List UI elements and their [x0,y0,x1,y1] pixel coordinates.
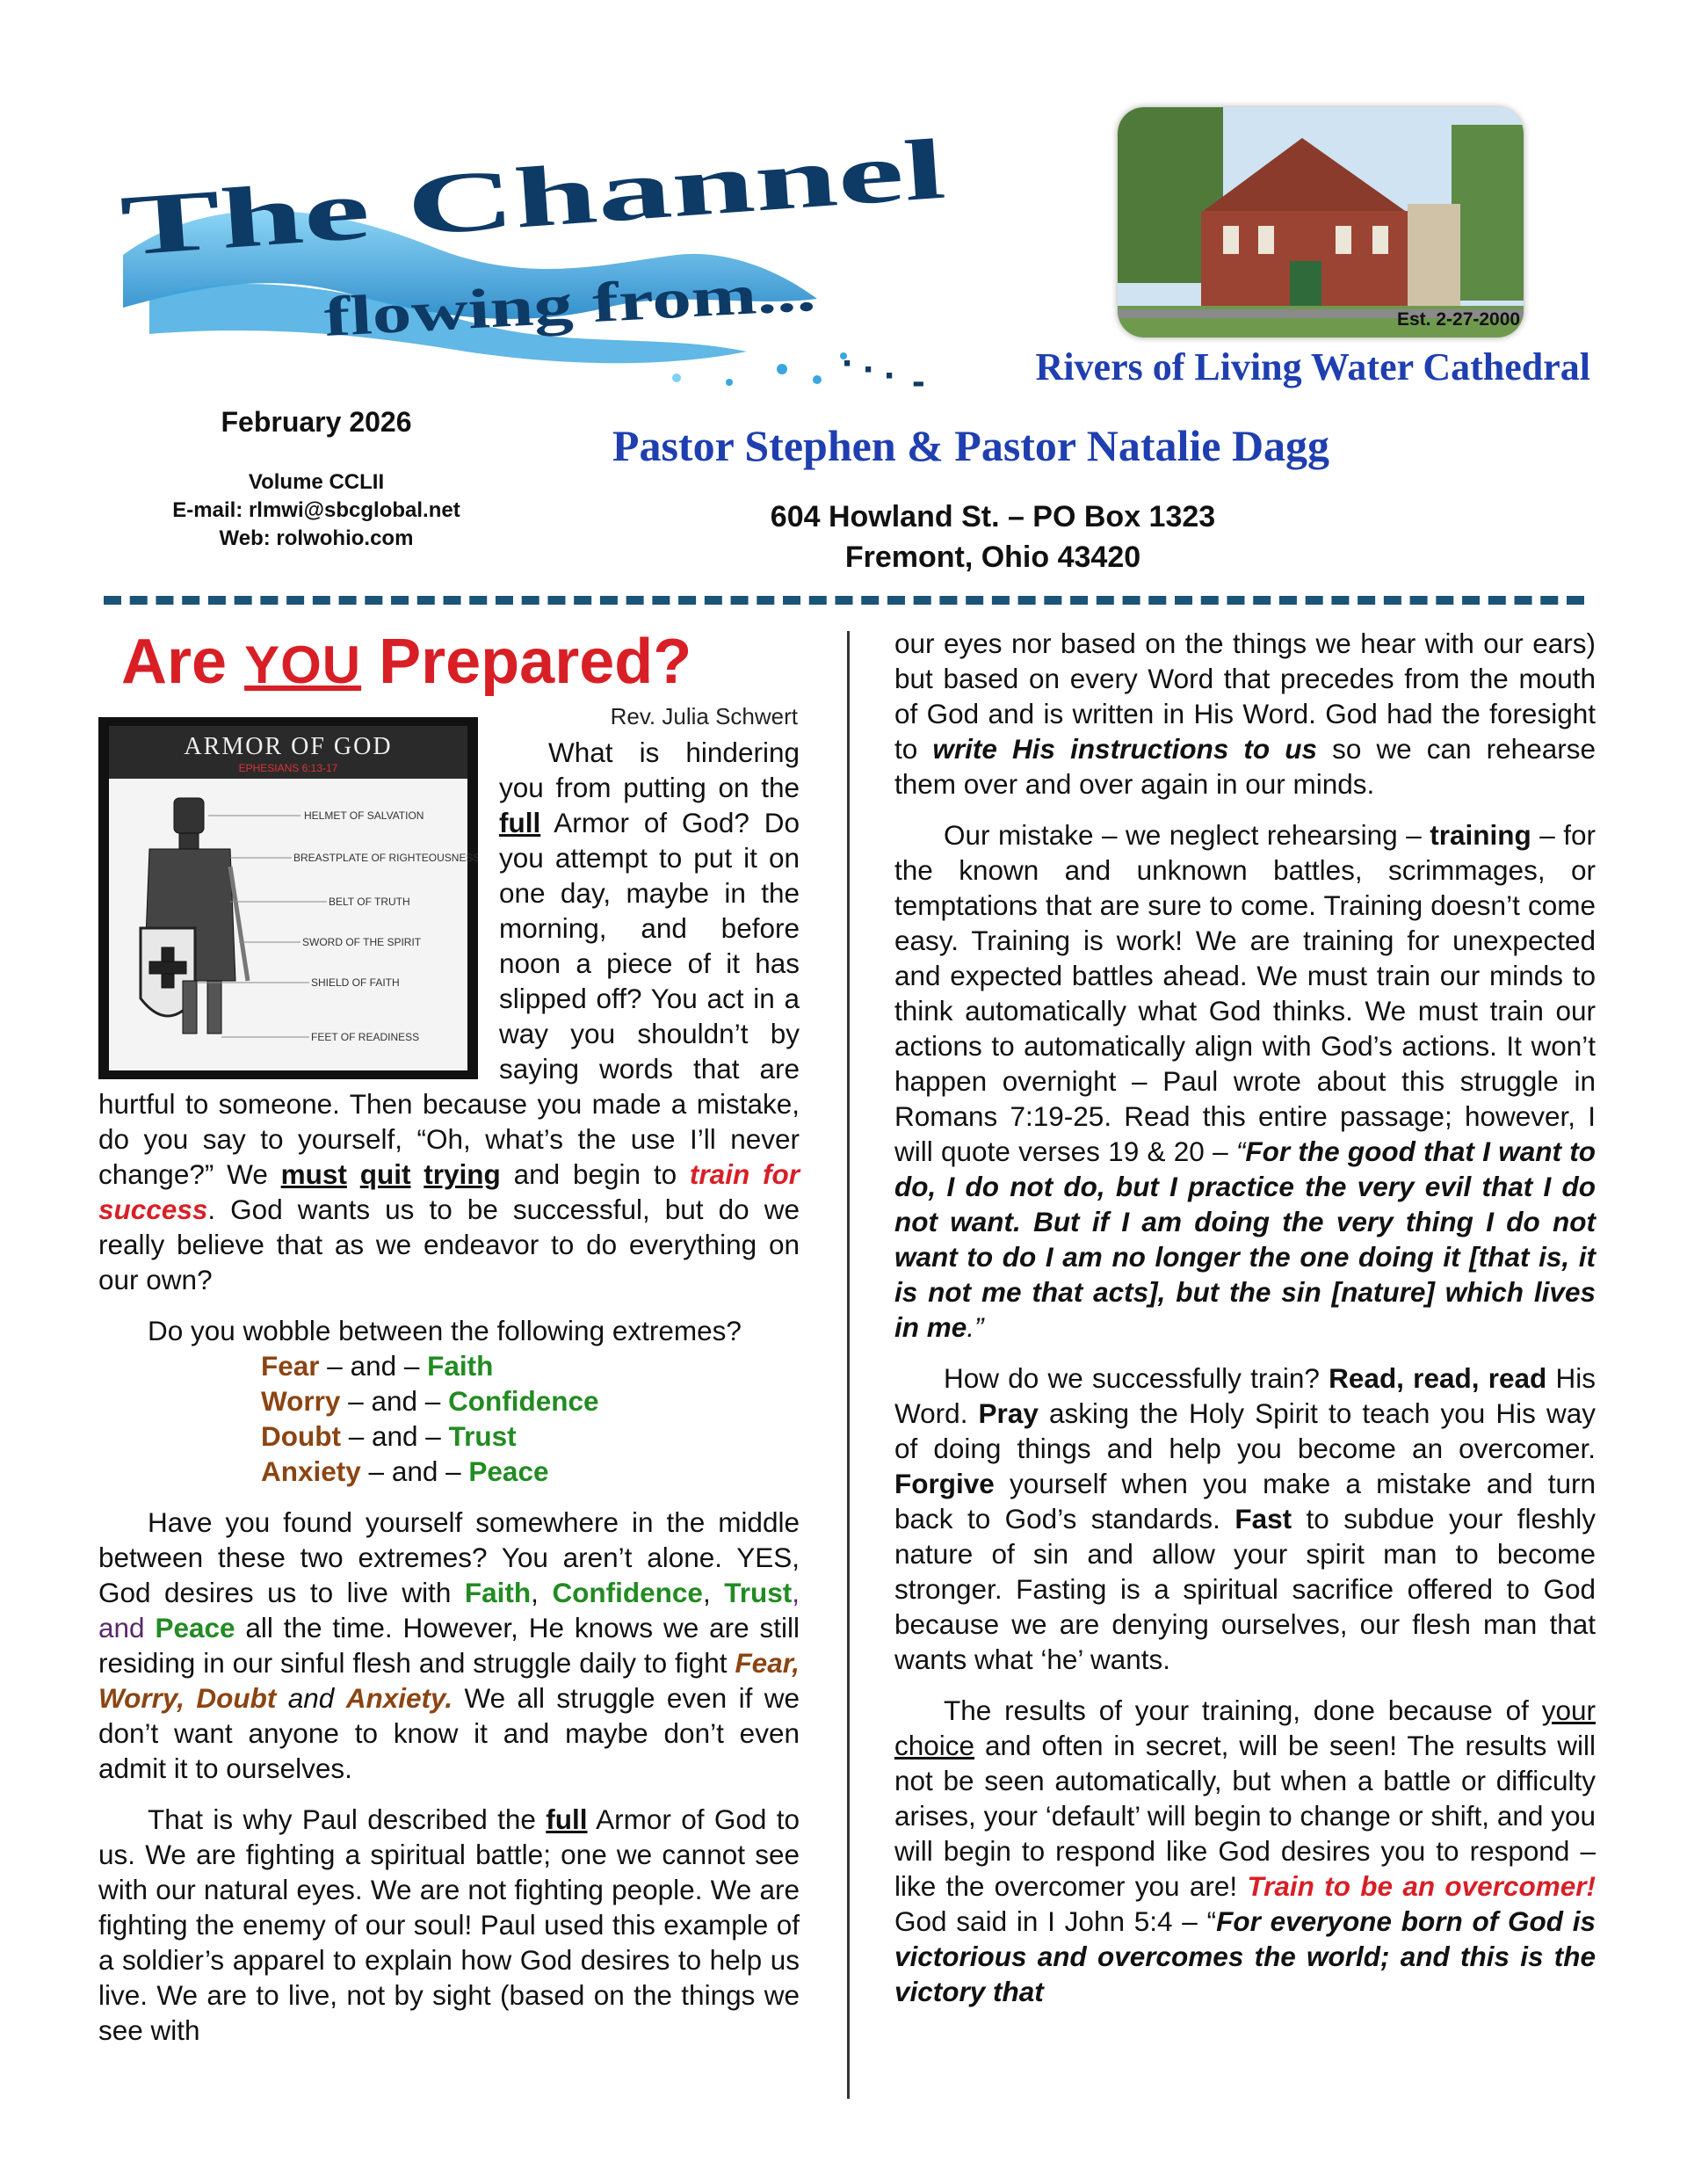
paragraph-1: What is hindering you from putting on the full Armor of God? Do you attempt to put it on one day, maybe in the morning, and before noon a piece of it has slipped off? You act in a way you shouldn’t by saying words that are hurtful to someone. Then because you made a mistake, do you say to yourself, “Oh, what’s the use I’ll never change?” We must quit trying and begin to train for success. God wants us to be successful, but do we really believe that as we endeavor to do everything on our own? [98,736,800,1295]
paragraph-4: our eyes nor based on the things we hear with our ears) but based on every Word that precedes from the mouth of God and is written in His Word. God had the foresight to write His instructions to us so we can rehearse them over and over again in our minds. [894,628,1596,800]
article-title: Are YOU Prepared? [121,627,692,697]
paragraph-3: That is why Paul described the full Armor of God to us. We are fighting a spiritual battle; one we cannot see with our natural eyes. We are not fighting people. We are fighting the enemy of our soul! Paul used this example of a soldier’s apparel to explain how God desires to help us live. We are to live, not by sight (based on the things we see with [98,1803,800,2046]
column-divider [847,631,850,2099]
cathedral-building-image [1118,107,1524,337]
figure-title: ARMOR OF GOD [184,733,393,760]
masthead-title: The Channel [118,146,600,274]
issue-info [132,468,501,553]
byline: Rev. Julia Schwert [610,703,798,729]
paragraph-2: Have you found yourself somewhere in the middle between these two extremes? You aren’t alone. YES, God desires us to live with Faith, Confidence, Trust, and Peace all the time. However, He knows we are still residing in our sinful flesh and struggle daily to fight Fear, Worry, Doubt and Anxiety. We all struggle even if we don’t want anyone to know it and maybe don’t even admit it to ourselves. [98,1506,800,1784]
label-helmet: HELMET OF SALVATION [304,809,424,822]
svg-text:·: · [842,342,855,385]
extreme-pair: Fear – and – Faith [261,1350,494,1382]
established-date: Est. 2-27-2000 [1397,309,1521,330]
paragraph-5: Our mistake – we neglect rehearsing – training – for the known and unknown battles, scrimmages, or temptations that are sure to come. Training doesn’t come easy. Training is work! We are training for unexpected and expected battles ahead. We must train our minds to think automatically what God thinks. We must train our actions to automatically align with God’s actions. It won’t happen overnight – Paul wrote about this struggle in Romans 7:19-25. Read this entire passage; however, I will quote verses 19 & 20 – “For the good that I want to do, I do not do, but I practice the very evil that I do not want. But if I am doing the very thing I do not want to do I am no longer the one doing it [that is, it is not me that acts], but the sin [nature] which lives in me.” [894,819,1596,1343]
extreme-pair: Anxiety – and – Peace [261,1455,549,1487]
armor-of-god-figure [98,717,478,1079]
cathedral-photo [1118,107,1524,337]
label-belt: BELT OF TRUTH [329,896,410,908]
address-line-2: Fremont, Ohio 43420 [844,541,1141,574]
email[interactable]: E-mail: rlmwi@sbcglobal.net [172,498,460,522]
masthead-logo [114,132,958,404]
volume: Volume CCLII [248,470,385,494]
pastors-names: Pastor Stephen & Pastor Natalie Dagg [612,421,1330,470]
website[interactable]: Web: rolwohio.com [219,526,414,550]
label-feet: FEET OF READINESS [311,1031,420,1043]
label-breastplate: BREASTPLATE OF RIGHTEOUSNESS [293,852,478,864]
address-line-1: 604 Howland St. – PO Box 1323 [770,500,1216,533]
svg-text:-: - [912,359,925,403]
paragraph-7: The results of your training, done because of your choice and often in secret, will be seen! The results will not be seen automatically, but when a battle or difficulty arises, your ‘default’ will begin to change or shift, and you will begin to respond like God desires you to respond – like the overcomer you are! Train to be an overcomer! God said in I John 5:4 – “For everyone born of God is victorious and overcomes the world; and this is the victory that [894,1694,1596,2007]
left-column [98,735,800,2064]
extremes-list [98,1313,800,1489]
label-sword: SWORD OF THE SPIRIT [302,936,422,948]
issue-date: February 2026 [221,406,412,438]
svg-text:·: · [884,354,897,397]
extreme-pair: Doubt – and – Trust [261,1420,517,1452]
cathedral-name: Rivers of Living Water Cathedral [1035,345,1590,388]
label-shield: SHIELD OF FAITH [311,976,400,989]
extreme-pair: Worry – and – Confidence [261,1385,599,1417]
svg-text:·: · [863,348,876,391]
church-address [545,497,1441,577]
masthead-subtitle: flowing from... [322,267,677,348]
right-column [894,626,1596,2025]
figure-subtitle: EPHESIANS 6:13-17 [238,762,338,774]
paragraph-6: How do we successfully train? Read, read, read His Word. Pray asking the Holy Spirit to teach you His way of doing things and help you become an overcomer. Forgive yourself when you make a mistake and turn back to God’s standards. Fast to subdue your fleshly nature of sin and allow your spirit man to become stronger. Fasting is a spiritual sacrifice offered to God because we are denying ourselves, our flesh man that wants what ‘he’ wants. [894,1362,1596,1675]
header-divider [104,596,1584,605]
title-you: YOU [244,635,362,694]
extremes-intro: Do you wobble between the following extremes? [148,1315,742,1346]
